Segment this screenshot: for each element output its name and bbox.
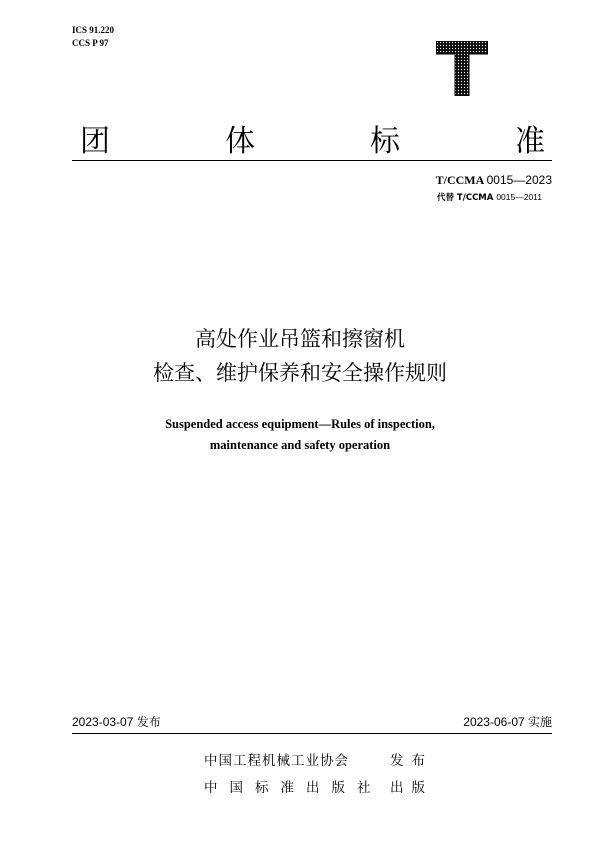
implementation-date: 2023-06-07 实施	[463, 715, 552, 729]
standard-number	[436, 173, 552, 188]
english-title	[0, 414, 600, 456]
ccs-code: CCS P 97	[72, 38, 109, 48]
replaces-label: 代替	[436, 193, 454, 203]
category-char-2: 体	[225, 124, 257, 159]
top-divider	[72, 160, 552, 161]
publisher-name-2: 中国标准出版社	[204, 780, 383, 796]
replaces-code: 0015—2011	[496, 192, 542, 202]
standard-prefix: T/CCMA	[435, 173, 484, 187]
replaces-standard	[437, 191, 542, 203]
publisher-name-1: 中国工程机械工业协会	[204, 753, 349, 769]
bottom-divider	[72, 733, 552, 734]
standard-code: 0015—2023	[486, 173, 552, 187]
issue-date: 2023-03-07 发布	[72, 715, 161, 729]
english-title-line-1: Suspended access equipment—Rules of inspection,	[165, 417, 435, 431]
chinese-title-line-2: 检查、维护保养和安全操作规则	[153, 361, 447, 385]
chinese-title	[0, 322, 600, 390]
publisher-action-2: 出版	[390, 780, 433, 796]
publisher-action-1: 发布	[390, 753, 433, 769]
category-char-4: 准	[515, 124, 547, 159]
category-char-1: 团	[80, 124, 112, 159]
standard-logo-icon	[436, 41, 488, 96]
english-title-line-2: maintenance and safety operation	[209, 438, 391, 452]
category-char-3: 标	[370, 124, 402, 159]
replaces-prefix: T/CCMA	[456, 193, 494, 203]
chinese-title-line-1: 高处作业吊篮和擦窗机	[195, 327, 405, 351]
classification-codes	[72, 24, 114, 50]
ics-code: ICS 91.220	[72, 25, 115, 35]
